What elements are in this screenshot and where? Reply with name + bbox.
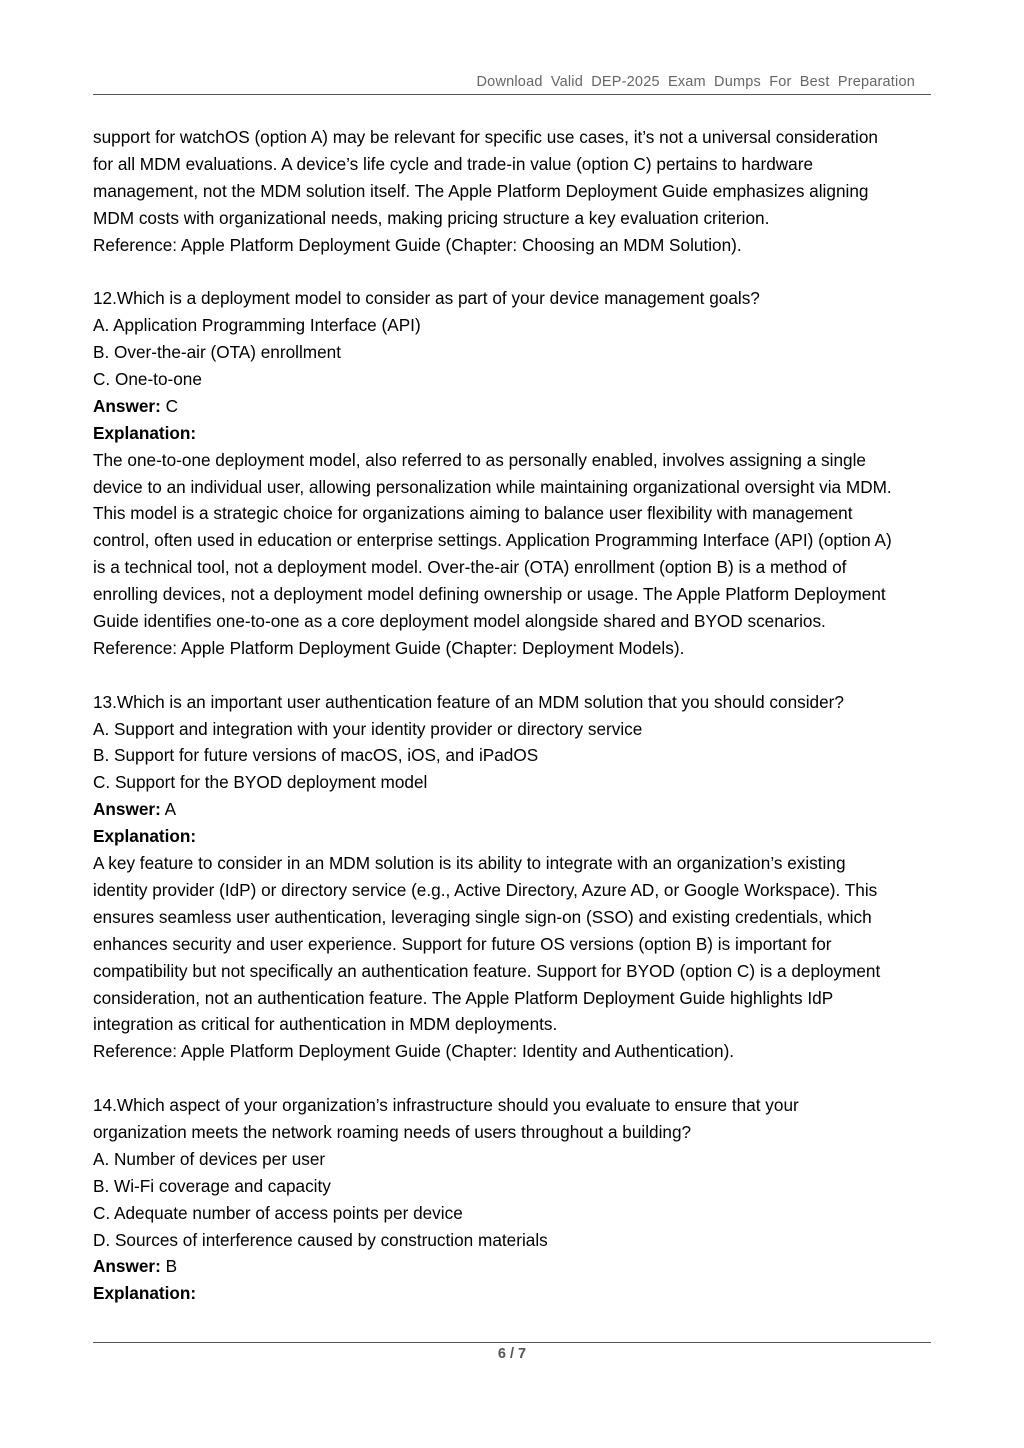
answer-value: A bbox=[164, 799, 177, 820]
reference-line: Reference: Apple Platform Deployment Guide (Chapter: Deployment Models). bbox=[93, 637, 685, 658]
question-block-14 bbox=[93, 1092, 943, 1307]
explanation-line: consideration, not an authentication feature. The Apple Platform Deployment Guide highlights IdP bbox=[93, 987, 834, 1008]
paragraph-gap bbox=[93, 258, 943, 285]
answer-option: D. Sources of interference caused by construction materials bbox=[93, 1229, 548, 1250]
answer-option: C. Adequate number of access points per device bbox=[93, 1202, 463, 1223]
answer-option: C. Support for the BYOD deployment model bbox=[93, 772, 428, 793]
current-page: 6 bbox=[497, 1346, 506, 1362]
question-block-12 bbox=[93, 285, 943, 661]
question-text: 14.Which aspect of your organization’s infrastructure should you evaluate to ensure that your bbox=[93, 1095, 799, 1116]
page-number bbox=[0, 1346, 1024, 1362]
reference-line: Reference: Apple Platform Deployment Guide (Chapter: Choosing an MDM Solution). bbox=[93, 234, 742, 255]
footer-divider bbox=[93, 1342, 931, 1343]
explanation-label: Explanation: bbox=[93, 826, 197, 847]
text-line: support for watchOS (option A) may be relevant for specific use cases, it’s not a universal consideration bbox=[93, 127, 878, 147]
text-line: MDM costs with organizational needs, making pricing structure a key evaluation criterion. bbox=[93, 207, 770, 228]
answer-option: A. Support and integration with your identity provider or directory service bbox=[93, 718, 643, 739]
explanation-line: Guide identifies one-to-one as a core deployment model alongside shared and BYOD scenarios. bbox=[93, 611, 826, 632]
intro-paragraph bbox=[93, 124, 943, 258]
explanation-line: This model is a strategic choice for organizations aiming to balance user flexibility with management bbox=[93, 503, 853, 524]
explanation-line: identity provider (IdP) or directory service (e.g., Active Directory, Azure AD, or Google Workspace). This bbox=[93, 879, 878, 900]
paragraph-gap bbox=[93, 1065, 943, 1092]
reference-line: Reference: Apple Platform Deployment Guide (Chapter: Identity and Authentication). bbox=[93, 1041, 735, 1062]
header-title: Download Valid DEP-2025 Exam Dumps For Best Preparation bbox=[476, 74, 915, 90]
answer-line bbox=[93, 796, 943, 823]
page-separator: / bbox=[505, 1346, 519, 1362]
page-content bbox=[93, 124, 943, 1307]
answer-line bbox=[93, 1253, 943, 1280]
explanation-line: control, often used in education or enterprise settings. Application Programming Interface (API) (option A) bbox=[93, 530, 892, 551]
explanation-line: is a technical tool, not a deployment model. Over-the-air (OTA) enrollment (option B) is a method of bbox=[93, 557, 847, 578]
answer-option: B. Over-the-air (OTA) enrollment bbox=[93, 342, 342, 363]
answer-option: C. One-to-one bbox=[93, 369, 202, 390]
text-line: for all MDM evaluations. A device’s life cycle and trade-in value (option C) pertains to hardware bbox=[93, 153, 814, 174]
explanation-line: device to an individual user, allowing personalization while maintaining organizational oversight via MDM. bbox=[93, 476, 892, 497]
paragraph-gap bbox=[93, 662, 943, 689]
question-block-13 bbox=[93, 689, 943, 1065]
answer-option: B. Support for future versions of macOS, iOS, and iPadOS bbox=[93, 745, 539, 766]
explanation-line: ensures seamless user authentication, leveraging single sign-on (SSO) and existing credentials, which bbox=[93, 906, 872, 927]
explanation-line: enrolling devices, not a deployment model defining ownership or usage. The Apple Platform Deployment bbox=[93, 584, 886, 605]
question-text: 13.Which is an important user authentication feature of an MDM solution that you should consider? bbox=[93, 691, 844, 712]
answer-option: A. Number of devices per user bbox=[93, 1148, 326, 1169]
explanation-label: Explanation: bbox=[93, 422, 197, 443]
explanation-label: Explanation: bbox=[93, 1283, 197, 1304]
explanation-line: compatibility but not specifically an authentication feature. Support for BYOD (option C) is a deployment bbox=[93, 960, 881, 981]
question-text: organization meets the network roaming needs of users throughout a building? bbox=[93, 1121, 692, 1142]
answer-label: Answer: bbox=[93, 395, 161, 416]
question-text: 12.Which is a deployment model to consider as part of your device management goals? bbox=[93, 288, 760, 309]
answer-value: B bbox=[165, 1256, 178, 1277]
explanation-line: A key feature to consider in an MDM solution is its ability to integrate with an organization’s existing bbox=[93, 853, 846, 874]
answer-line bbox=[93, 393, 943, 420]
explanation-line: The one-to-one deployment model, also referred to as personally enabled, involves assigning a single bbox=[93, 449, 866, 470]
answer-option: A. Application Programming Interface (API) bbox=[93, 315, 421, 336]
total-pages: 7 bbox=[518, 1346, 527, 1362]
answer-label: Answer: bbox=[93, 1256, 161, 1277]
explanation-line: enhances security and user experience. Support for future OS versions (option B) is important for bbox=[93, 933, 832, 954]
answer-option: B. Wi-Fi coverage and capacity bbox=[93, 1175, 331, 1196]
answer-value: C bbox=[165, 395, 179, 416]
page-header bbox=[93, 70, 931, 95]
text-line: management, not the MDM solution itself. The Apple Platform Deployment Guide emphasizes aligning bbox=[93, 180, 869, 201]
answer-label: Answer: bbox=[93, 799, 161, 820]
explanation-line: integration as critical for authentication in MDM deployments. bbox=[93, 1014, 558, 1035]
